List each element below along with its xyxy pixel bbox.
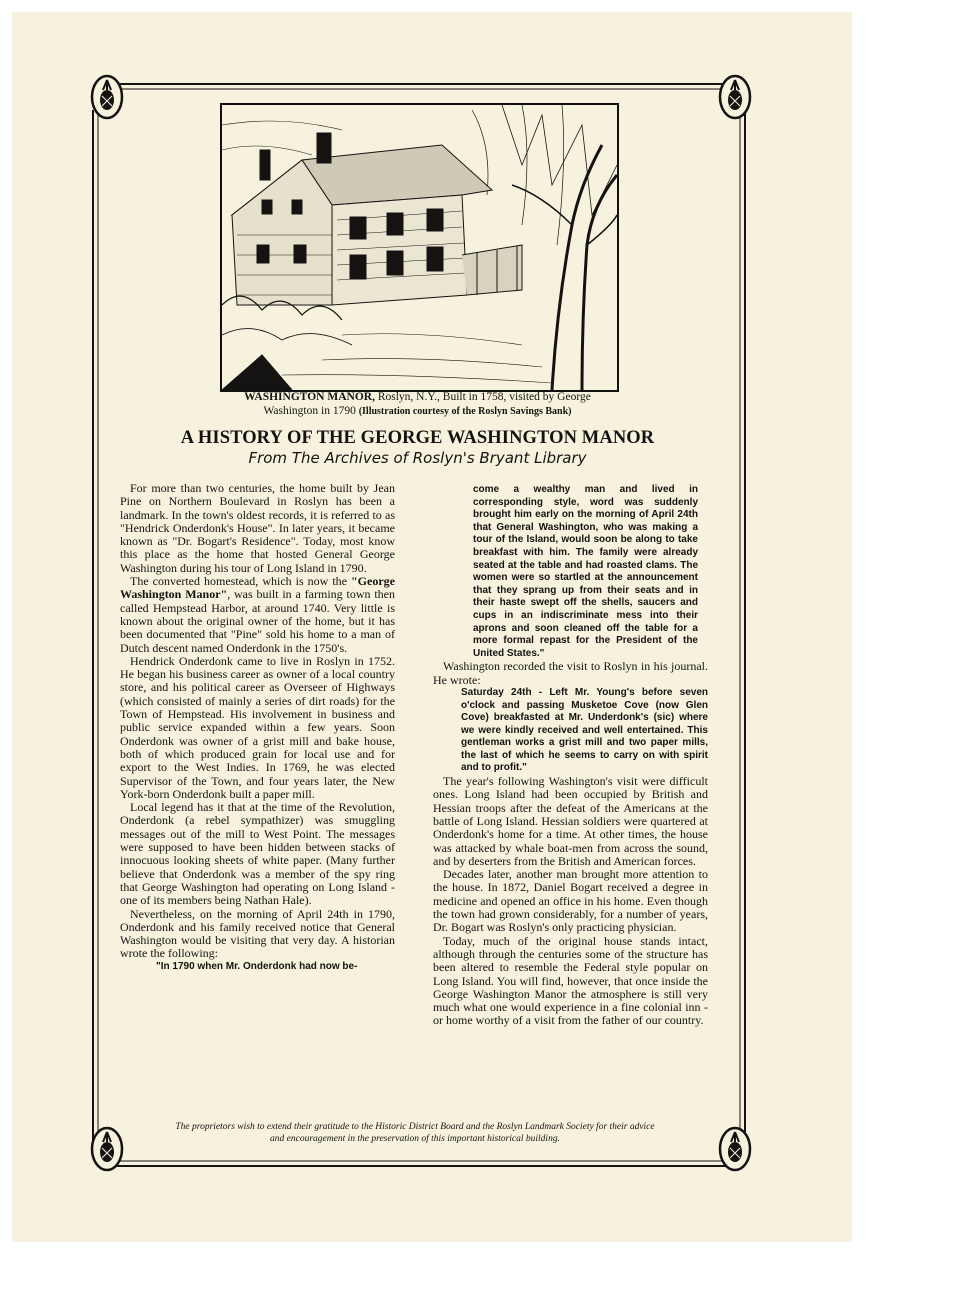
paragraph: Washington recorded the visit to Roslyn in his journal. He wrote: (433, 659, 708, 687)
pineapple-medallion-icon (90, 74, 124, 120)
left-column (120, 482, 395, 973)
paragraph-text: , was built in a farming town then called Hempstead Harbor, at around 1740. Very little is known about the original owner of the home, but it has been documented that "Pine" sold his home to a man of Dutch descent named Onderdonk in the 1750's. (120, 587, 395, 655)
journal-quote: Saturday 24th - Left Mr. Young's before seven o'clock and passing Musketoe Cove (now Glen Cove) breakfasted at Mr. Underdonk's (sic) where we were kindly received and well entertained. This gentleman works a grist mill and two paper mills, the last of which he seems to carry on with spirit and to profit." (461, 686, 708, 774)
historian-quote: come a wealthy man and lived in corresponding style, word was suddenly brought him early on the morning of April 24th that General Washington, who was making a tour of the Island, would soon be along to take breakfast with him. The family were already seated at the table and had roasted clams. The women were so startled at the announcement that they sprang up from their seats and in their haste swept off the shells, saucers and cups in an indiscriminate mess into their aprons and soon cleaned off the table for a more formal repast for the President of the United States." (473, 484, 698, 659)
paragraph: Hendrick Onderdonk came to live in Roslyn in 1752. He began his business career as owner of a local country store, and his political career as Overseer of Highways (which consisted of mainly a series of dirt roads) for the Town of Hempstead. His involvement in business and public service expanded within a few years. Soon Onderdonk was owner of a grist mill and bake house, both of which produced grain for local use and for export to the West Indies. In 1769, he was elected Supervisor of the Town, and four years later, the New York-born Onderdonk built a paper mill. (120, 653, 395, 801)
caption-text-1: Roslyn, N.Y., Built in 1758, visited by George (374, 391, 591, 403)
pineapple-medallion-icon (90, 1126, 124, 1172)
footer-line-1: The proprietors wish to extend their gratitude to the Historic District Board and the Roslyn Landmark Society for their advice (175, 1122, 655, 1132)
caption-place: WASHINGTON MANOR, (244, 391, 375, 403)
illustration-caption (200, 390, 635, 419)
paragraph: Decades later, another man brought more attention to the house. In 1872, Daniel Bogart received a degree in medicine and opened an office in his home. Even though the town had grown considerably, for a number of years, Dr. Bogart was Roslyn's only practicing physician. (433, 867, 708, 935)
paragraph: For more than two centuries, the home built by Jean Pine on Northern Boulevard in Roslyn has been a landmark. In the town's oldest records, it is referred to as "Hendrick Onderdonk's House". In later years, it became known as "Dr. Bogart's Residence". Today, most know this place as the home that hosted General George Washington during his tour of Long Island in 1790. (120, 481, 395, 575)
caption-credit: (Illustration courtesy of the Roslyn Savings Bank) (358, 406, 572, 417)
paragraph (120, 575, 395, 655)
pineapple-medallion-icon (718, 74, 752, 120)
historian-quote-start: "In 1790 when Mr. Onderdonk had now be- (156, 960, 358, 972)
document-subtitle: From The Archives of Roslyn's Bryant Library (248, 449, 587, 467)
manor-house-drawing (220, 103, 619, 392)
manor-name: "George Washington Manor" (120, 574, 395, 602)
caption-text-2: Washington in 1790 (263, 405, 359, 417)
document-title: A HISTORY OF THE GEORGE WASHINGTON MANOR (180, 428, 655, 448)
paragraph: Nevertheless, on the morning of April 24th in 1790, Onderdonk and his family received notice that General Washington would be visiting that very day. A historian wrote the following: (120, 906, 395, 961)
paragraph: The year's following Washington's visit were difficult ones. Long Island had been occupied by British and Hessian troops after the defeat of the Americans at the battle of Long Island. Hessian soldiers were quartered at Onderdonk's home for a time. At other times, the house was attacked by whale boat-men from across the sound, and by deserters from the British and American forces. (433, 774, 708, 868)
footer-line-2: and encouragement in the preservation of this important historical building. (270, 1133, 560, 1144)
acknowledgement-footer (130, 1122, 700, 1145)
paragraph: Local legend has it that at the time of the Revolution, Onderdonk (a rebel sympathizer) was smuggling messages out of the mill to West Point. The messages were supposed to have been hidden between stacks of innocuous looking sheets of white paper. (Many further believe that Onderdonk was a member of the spy ring that George Washington had operating on Long Island - one of its members being Nathan Hale). (120, 800, 395, 908)
paragraph: Today, much of the original house stands intact, although through the centuries some of the structure has been altered to resemble the Federal style popular on Long Island. You will find, however, that once inside the George Washington Manor the atmosphere is still very much what one would experience in a fine colonial inn - or home worthy of a visit from the father of our country. (433, 933, 708, 1028)
pineapple-medallion-icon (718, 1126, 752, 1172)
right-column (433, 484, 708, 1028)
paragraph-text: The converted homestead, which is now the (130, 574, 352, 589)
